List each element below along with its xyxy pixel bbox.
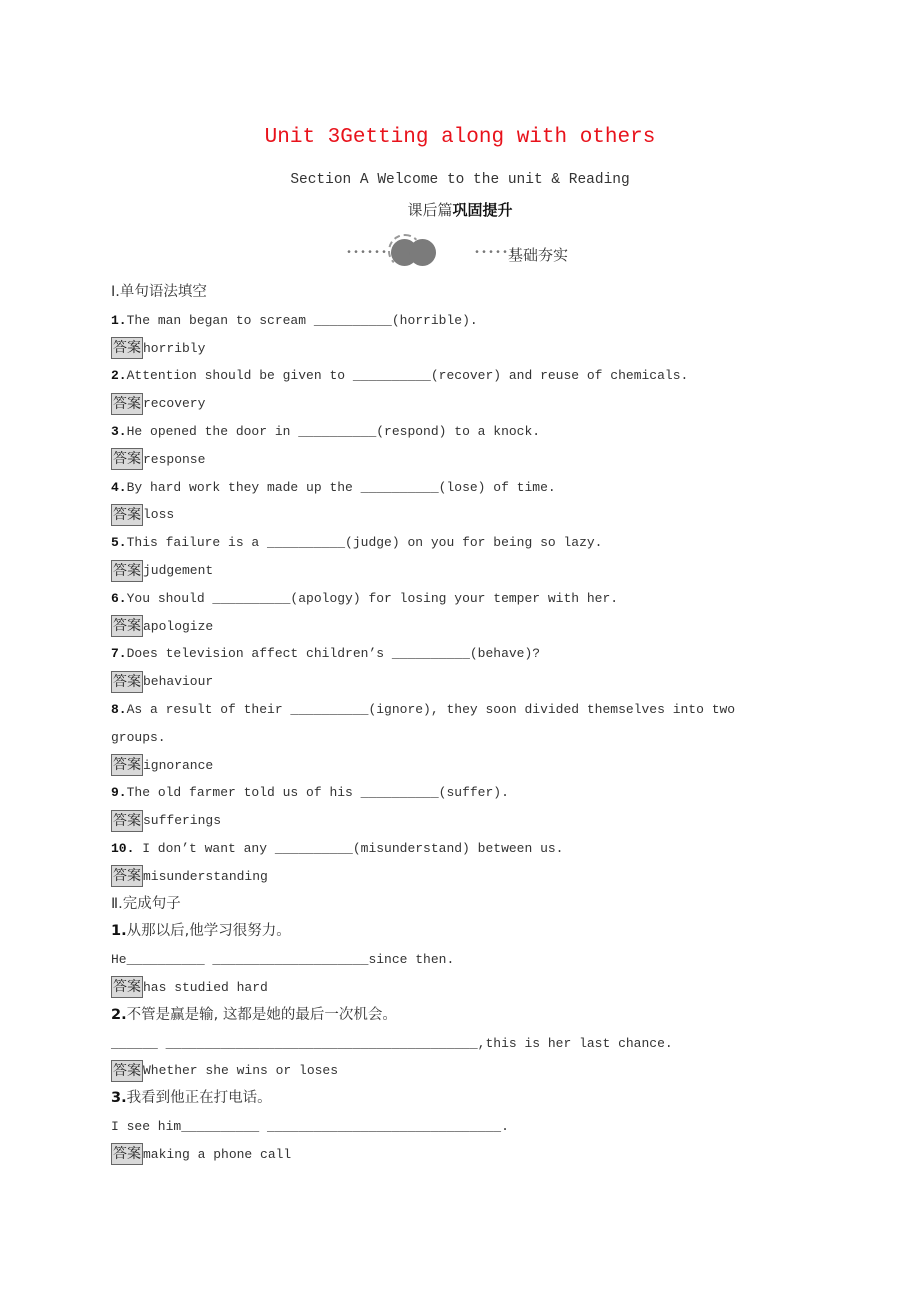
answer-label: 答案 bbox=[111, 448, 143, 470]
question-line bbox=[111, 779, 791, 807]
answer-label: 答案 bbox=[111, 1143, 143, 1165]
question-line bbox=[111, 362, 791, 390]
answer-label: 答案 bbox=[111, 337, 143, 359]
question-text: This failure is a __________(judge) on you for being so lazy. bbox=[126, 535, 603, 551]
answer-label: 答案 bbox=[111, 754, 143, 776]
section-subtitle bbox=[0, 172, 920, 188]
exercise-content bbox=[111, 279, 791, 1169]
question-line bbox=[111, 474, 791, 502]
question-number: 1. bbox=[111, 923, 127, 940]
answer-line bbox=[111, 335, 791, 363]
question-line bbox=[111, 585, 791, 613]
circle-right-icon bbox=[409, 239, 436, 266]
answer-label: 答案 bbox=[111, 504, 143, 526]
question-number: 9. bbox=[111, 785, 127, 801]
answer-label: 答案 bbox=[111, 810, 143, 832]
question-text: Does television affect children’s __________(behave)? bbox=[126, 646, 541, 662]
question-number: 2. bbox=[111, 1006, 127, 1023]
part2-heading: Ⅱ.完成句子 bbox=[111, 895, 181, 912]
dots-right-icon: •••••• bbox=[474, 248, 517, 259]
answer-text: misunderstanding bbox=[143, 868, 268, 884]
question-line bbox=[111, 529, 791, 557]
answer-text: horribly bbox=[143, 340, 206, 356]
section-banner bbox=[346, 234, 606, 268]
sentence-line: I see him__________ ______________________________. bbox=[111, 1118, 509, 1134]
question-text: He opened the door in __________(respond) to a knock. bbox=[126, 423, 541, 439]
answer-text: apologize bbox=[143, 618, 214, 634]
answer-label: 答案 bbox=[111, 393, 143, 415]
question-text: I don’t want any __________(misunderstand) between us. bbox=[134, 840, 564, 856]
answer-text: sufferings bbox=[143, 813, 222, 829]
prompt-line bbox=[111, 918, 791, 946]
answer-text: has studied hard bbox=[143, 979, 268, 995]
question-text: You should __________(apology) for losing your temper with her. bbox=[126, 590, 619, 606]
question-line bbox=[111, 418, 791, 446]
answer-line bbox=[111, 974, 791, 1002]
answer-label: 答案 bbox=[111, 615, 143, 637]
answer-line bbox=[111, 752, 791, 780]
dots-left-icon: •••••• bbox=[346, 248, 389, 259]
answer-line bbox=[111, 390, 791, 418]
question-text: As a result of their __________(ignore), they soon divided themselves into two groups. bbox=[111, 701, 736, 745]
answer-text: behaviour bbox=[143, 674, 214, 690]
answer-label: 答案 bbox=[111, 1060, 143, 1082]
answer-text: recovery bbox=[143, 396, 206, 412]
answer-line bbox=[111, 501, 791, 529]
subhead-bold: 巩固提升 bbox=[452, 201, 513, 219]
answer-line bbox=[111, 863, 791, 891]
answer-line bbox=[111, 668, 791, 696]
section-subhead bbox=[0, 199, 920, 220]
answer-line bbox=[111, 807, 791, 835]
document-title bbox=[0, 126, 920, 149]
answer-line bbox=[111, 613, 791, 641]
answer-text: judgement bbox=[143, 562, 214, 578]
answer-text: ignorance bbox=[143, 757, 214, 773]
banner-label: 基础夯实 bbox=[508, 246, 569, 264]
answer-line bbox=[111, 557, 791, 585]
answer-text: Whether she wins or loses bbox=[143, 1063, 339, 1079]
question-number: 6. bbox=[111, 590, 127, 606]
question-line bbox=[111, 640, 791, 668]
question-line bbox=[111, 835, 791, 863]
question-number: 1. bbox=[111, 312, 127, 328]
answer-line bbox=[111, 1141, 791, 1169]
question-line bbox=[111, 307, 791, 335]
answer-label: 答案 bbox=[111, 671, 143, 693]
question-text: By hard work they made up the __________(lose) of time. bbox=[126, 479, 556, 495]
question-line bbox=[111, 696, 791, 752]
question-text: The man began to scream __________(horrible). bbox=[126, 312, 478, 328]
question-number: 7. bbox=[111, 646, 127, 662]
answer-line bbox=[111, 446, 791, 474]
subtitle-text: Section A Welcome to the unit & Reading bbox=[290, 172, 630, 188]
question-number: 4. bbox=[111, 479, 127, 495]
prompt-line bbox=[111, 1085, 791, 1113]
question-number: 8. bbox=[111, 701, 127, 717]
sentence-line: ______ ________________________________________,this is her last chance. bbox=[111, 1035, 673, 1051]
question-text: The old farmer told us of his __________(suffer). bbox=[126, 785, 509, 801]
answer-label: 答案 bbox=[111, 976, 143, 998]
answer-text: response bbox=[143, 451, 206, 467]
prompt-text: 从那以后,他学习很努力。 bbox=[126, 923, 291, 940]
answer-text: loss bbox=[143, 507, 175, 523]
prompt-text: 我看到他正在打电话。 bbox=[126, 1090, 272, 1107]
prompt-line bbox=[111, 1002, 791, 1030]
question-number: 5. bbox=[111, 535, 127, 551]
question-number: 10. bbox=[111, 840, 135, 856]
question-text: Attention should be given to __________(recover) and reuse of chemicals. bbox=[126, 368, 689, 384]
question-number: 3. bbox=[111, 1090, 127, 1107]
title-text: Unit 3Getting along with others bbox=[264, 126, 656, 149]
subhead-normal: 课后篇 bbox=[407, 201, 453, 219]
sentence-line: He__________ ____________________since then. bbox=[111, 952, 455, 968]
part1-heading: Ⅰ.单句语法填空 bbox=[111, 284, 207, 300]
answer-label: 答案 bbox=[111, 865, 143, 887]
prompt-text: 不管是赢是输, 这都是她的最后一次机会。 bbox=[126, 1006, 397, 1023]
answer-text: making a phone call bbox=[143, 1146, 292, 1162]
answer-label: 答案 bbox=[111, 560, 143, 582]
question-number: 2. bbox=[111, 368, 127, 384]
question-number: 3. bbox=[111, 423, 127, 439]
answer-line bbox=[111, 1057, 791, 1085]
